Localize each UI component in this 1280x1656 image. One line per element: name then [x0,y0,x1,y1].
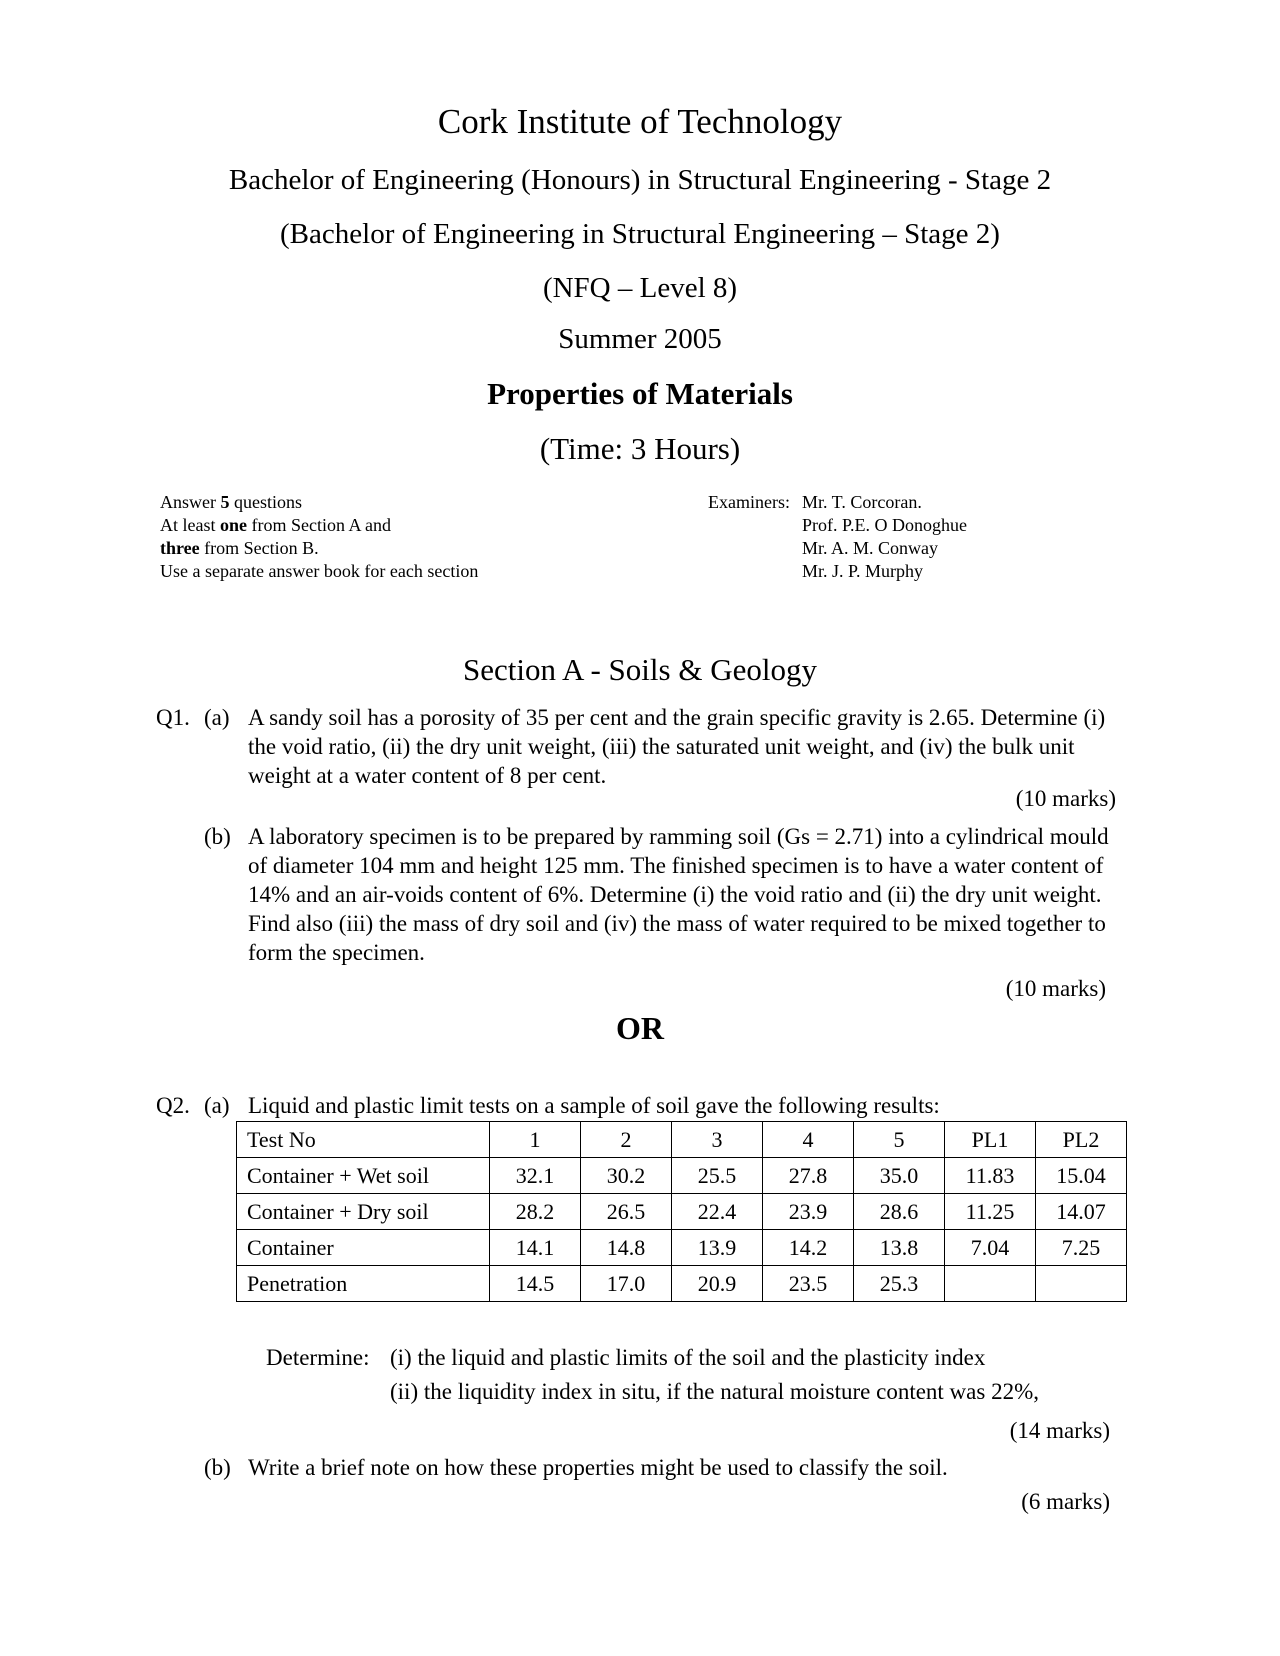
q2a-label: (a) [204,1093,230,1118]
results-table [236,1121,1127,1302]
table-cell: 27.8 [763,1158,854,1194]
exam-duration: (Time: 3 Hours) [539,431,741,466]
q1b-text: A laboratory specimen is to be prepared by ramming soil (Gs = 2.71) into a cylindrical mould of diameter 104 mm and height 125 mm. The finished specimen is to have a water content of 14% and an air-voids content of 6%. Determine (i) the void ratio and (ii) the dry unit weight. Find also (iii) the mass of dry soil and (iv) the mass of water required to be mixed together to form the specimen. [248,824,1109,965]
subject-title: Properties of Materials [487,376,793,411]
q2a-marks: (14 marks) [1009,1418,1110,1443]
table-cell: 22.4 [672,1194,763,1230]
table-cell: 20.9 [672,1266,763,1302]
table-cell: PL2 [1036,1122,1127,1158]
table-cell: 17.0 [581,1266,672,1302]
table-cell: Container + Dry soil [237,1194,490,1230]
table-cell: 13.8 [854,1230,945,1266]
instruction-line-3: three from Section B. [160,538,319,558]
q2b-label: (b) [204,1455,231,1480]
table-cell: 7.04 [945,1230,1036,1266]
table-cell: 35.0 [854,1158,945,1194]
q1a-marks: (10 marks) [1015,786,1116,811]
q1b-marks: (10 marks) [1005,976,1106,1001]
examiners-list [802,491,967,583]
q2a-text: Liquid and plastic limit tests on a sample of soil gave the following results: [248,1093,940,1118]
determine-label: Determine: [266,1345,370,1370]
table-cell: 14.1 [490,1230,581,1266]
table-cell: 14.2 [763,1230,854,1266]
table-cell: 7.25 [1036,1230,1127,1266]
table-cell: Test No [237,1122,490,1158]
table-cell: 25.3 [854,1266,945,1302]
table-cell [1036,1266,1127,1302]
table-cell: 4 [763,1122,854,1158]
table-cell: Penetration [237,1266,490,1302]
q2b-text: Write a brief note on how these properties might be used to classify the soil. [248,1455,948,1480]
degree-honours: Bachelor of Engineering (Honours) in Structural Engineering - Stage 2 [228,164,1052,196]
table-row [237,1266,1127,1302]
table-cell: 5 [854,1122,945,1158]
table-cell: 15.04 [1036,1158,1127,1194]
examiners-label: Examiners: [708,492,790,512]
table-cell: 30.2 [581,1158,672,1194]
q2b-marks: (6 marks) [1021,1489,1110,1514]
table-cell: 23.9 [763,1194,854,1230]
table-cell: 23.5 [763,1266,854,1302]
table-cell: Container + Wet soil [237,1158,490,1194]
or-divider: OR [616,1010,664,1046]
table-cell: 25.5 [672,1158,763,1194]
table-cell: 2 [581,1122,672,1158]
table-cell: 1 [490,1122,581,1158]
table-cell: 26.5 [581,1194,672,1230]
table-row [237,1194,1127,1230]
q2-label: Q2. [156,1093,190,1118]
table-cell: PL1 [945,1122,1036,1158]
q1a-text: A sandy soil has a porosity of 35 per cent and the grain specific gravity is 2.65. Determine (i) the void ratio, (ii) the dry unit weight, (iii) the saturated unit weight, and (iv) the bulk unit weight at a water content of 8 per cent. [248,705,1106,788]
table-cell: 3 [672,1122,763,1158]
examiner-name: Mr. J. P. Murphy [802,561,924,581]
table-cell: Container [237,1230,490,1266]
table-header-row [237,1122,1127,1158]
table-row [237,1230,1127,1266]
instruction-line-1: Answer 5 questions [160,492,303,512]
table-cell: 14.5 [490,1266,581,1302]
table-cell: 13.9 [672,1230,763,1266]
q1-label: Q1. [156,705,190,730]
table-cell: 11.25 [945,1194,1036,1230]
table-cell: 28.6 [854,1194,945,1230]
exam-session: Summer 2005 [558,323,722,355]
q1a-label: (a) [204,705,230,730]
degree: (Bachelor of Engineering in Structural Engineering – Stage 2) [280,218,1000,250]
determine-item-ii: (ii) the liquidity index in situ, if the natural moisture content was 22%, [390,1379,1039,1404]
examiner-name: Mr. A. M. Conway [802,538,939,558]
examiner-name: Prof. P.E. O Donoghue [802,515,967,535]
instructions [160,491,478,583]
table-cell: 32.1 [490,1158,581,1194]
q1b-label: (b) [204,824,231,849]
institute-title: Cork Institute of Technology [437,102,843,141]
section-a-title: Section A - Soils & Geology [463,652,817,687]
examiner-name: Mr. T. Corcoran. [802,492,922,512]
instruction-line-4: Use a separate answer book for each section [160,561,479,581]
nfq-level: (NFQ – Level 8) [542,272,738,304]
table-cell: 28.2 [490,1194,581,1230]
table-cell: 14.07 [1036,1194,1127,1230]
instruction-line-2: At least one from Section A and [160,515,391,535]
table-cell: 14.8 [581,1230,672,1266]
table-cell [945,1266,1036,1302]
table-cell: 11.83 [945,1158,1036,1194]
table-row [237,1158,1127,1194]
determine-item-i: (i) the liquid and plastic limits of the soil and the plasticity index [390,1345,986,1370]
